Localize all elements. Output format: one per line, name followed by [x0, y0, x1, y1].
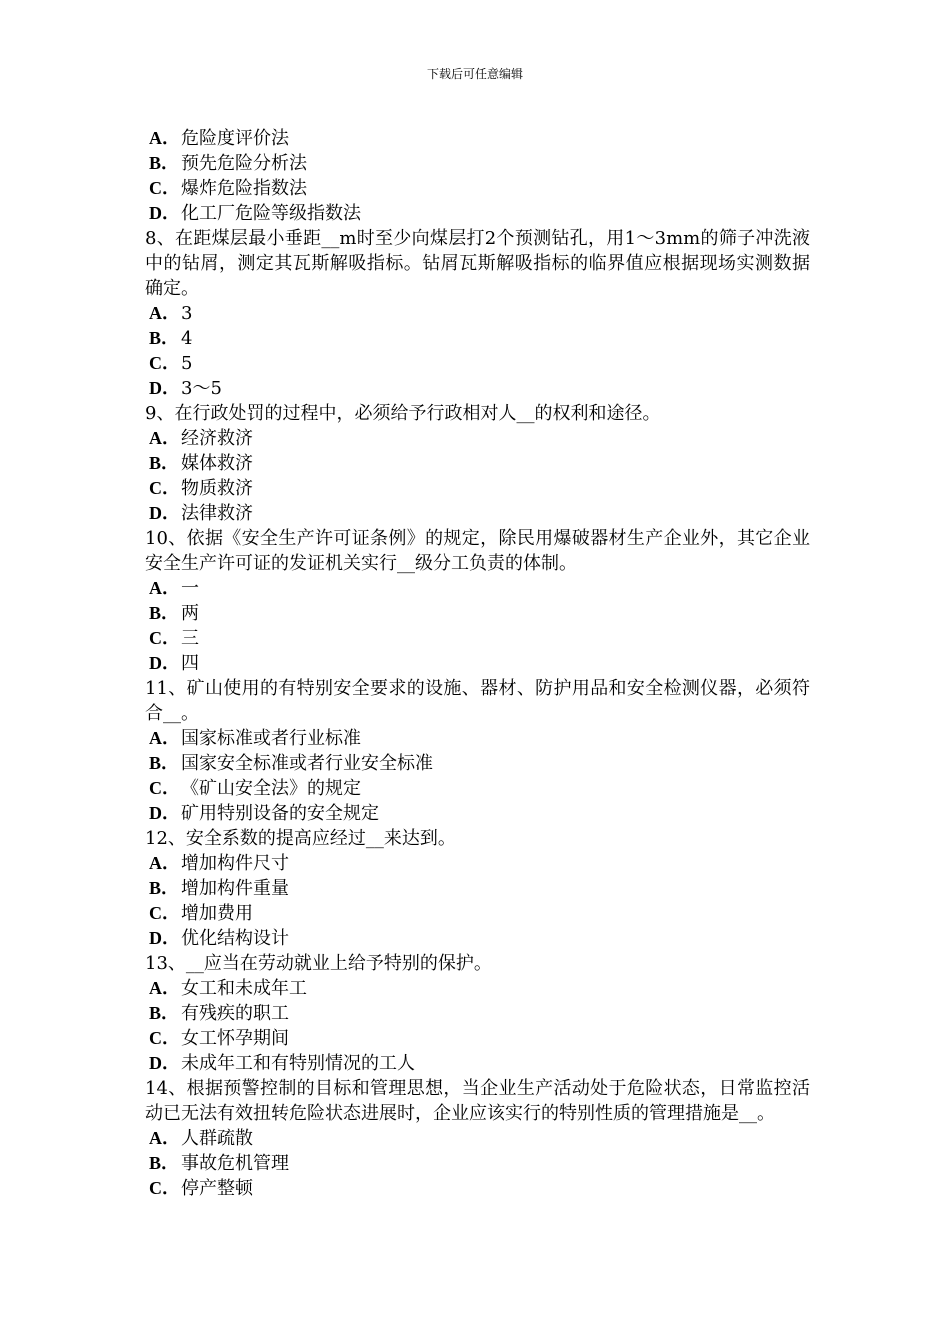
option-letter: A． [149, 128, 180, 148]
option-letter: A． [149, 303, 180, 323]
option-letter: C． [149, 778, 180, 798]
option-letter: C． [149, 628, 180, 648]
answer-option [145, 201, 810, 226]
option-text: 法律救济 [181, 503, 253, 524]
option-letter: A． [149, 853, 180, 873]
option-text: 经济救济 [181, 428, 253, 449]
answer-option [145, 426, 810, 451]
option-text: 女工怀孕期间 [181, 1028, 289, 1049]
header-text: 下载后可任意编辑 [426, 67, 523, 81]
answer-option [145, 351, 810, 376]
option-text: 女工和未成年工 [181, 978, 307, 999]
option-text: 化工厂危险等级指数法 [181, 203, 361, 224]
answer-option [145, 576, 810, 601]
option-letter: B． [149, 1003, 180, 1023]
answer-option [145, 476, 810, 501]
option-text: 两 [181, 603, 199, 624]
answer-option [145, 651, 810, 676]
option-text: 四 [181, 653, 199, 674]
option-text: 一 [181, 578, 199, 599]
option-text: 增加费用 [181, 903, 253, 924]
option-letter: A． [149, 428, 180, 448]
answer-option [145, 776, 810, 801]
question-text: 8、在距煤层最小垂距__m时至少向煤层打2个预测钻孔，用1～3mm的筛子冲洗液中的钻屑，测定其瓦斯解吸指标。钻屑瓦斯解吸指标的临界值应根据现场实测数据确定。 [145, 228, 810, 299]
answer-option [145, 626, 810, 651]
option-letter: C． [149, 1028, 180, 1048]
question-text: 11、矿山使用的有特别安全要求的设施、器材、防护用品和安全检测仪器，必须符合__。 [145, 678, 810, 724]
answer-option [145, 501, 810, 526]
option-letter: D． [149, 928, 180, 948]
option-text: 人群疏散 [181, 1128, 253, 1149]
answer-option [145, 451, 810, 476]
question-text: 13、__应当在劳动就业上给予特别的保护。 [145, 953, 492, 974]
option-text: 有残疾的职工 [181, 1003, 289, 1024]
option-letter: B． [149, 153, 180, 173]
option-text: 停产整顿 [181, 1178, 253, 1199]
option-text: 矿用特别设备的安全规定 [181, 803, 379, 824]
option-text: 爆炸危险指数法 [181, 178, 307, 199]
answer-option [145, 1026, 810, 1051]
option-letter: B． [149, 1153, 180, 1173]
option-letter: C． [149, 178, 180, 198]
answer-option [145, 1151, 810, 1176]
option-text: 5 [181, 353, 193, 374]
option-text: 未成年工和有特别情况的工人 [181, 1053, 415, 1074]
answer-option [145, 1176, 810, 1201]
option-text: 3～5 [181, 378, 222, 399]
answer-option [145, 126, 810, 151]
option-letter: A． [149, 1128, 180, 1148]
answer-option [145, 726, 810, 751]
option-letter: B． [149, 603, 180, 623]
answer-option [145, 1126, 810, 1151]
option-letter: A． [149, 978, 180, 998]
option-text: 预先危险分析法 [181, 153, 307, 174]
option-letter: A． [149, 728, 180, 748]
question-text: 9、在行政处罚的过程中，必须给予行政相对人__的权利和途径。 [145, 403, 661, 424]
answer-option [145, 1001, 810, 1026]
option-letter: C． [149, 1178, 180, 1198]
option-letter: B． [149, 453, 180, 473]
option-letter: B． [149, 328, 180, 348]
option-text: 增加构件尺寸 [181, 853, 289, 874]
answer-option [145, 876, 810, 901]
answer-option [145, 1051, 810, 1076]
answer-option [145, 601, 810, 626]
option-text: 国家标准或者行业标准 [181, 728, 361, 749]
answer-option [145, 751, 810, 776]
option-letter: C． [149, 478, 180, 498]
option-letter: D． [149, 803, 180, 823]
answer-option [145, 976, 810, 1001]
option-text: 增加构件重量 [181, 878, 289, 899]
option-text: 三 [181, 628, 199, 649]
document-body [145, 126, 810, 1201]
option-letter: D． [149, 1053, 180, 1073]
option-text: 优化结构设计 [181, 928, 289, 949]
option-letter: C． [149, 903, 180, 923]
option-text: 国家安全标准或者行业安全标准 [181, 753, 433, 774]
option-text: 危险度评价法 [181, 128, 289, 149]
question-text: 10、依据《安全生产许可证条例》的规定，除民用爆破器材生产企业外，其它企业安全生产许可证的发证机关实行__级分工负责的体制。 [145, 528, 810, 574]
answer-option [145, 901, 810, 926]
answer-option [145, 926, 810, 951]
answer-option [145, 851, 810, 876]
option-letter: C． [149, 353, 180, 373]
option-letter: A． [149, 578, 180, 598]
option-letter: B． [149, 753, 180, 773]
option-text: 4 [181, 328, 193, 349]
option-letter: D． [149, 203, 180, 223]
answer-option [145, 151, 810, 176]
answer-option [145, 376, 810, 401]
option-text: 3 [181, 303, 193, 324]
answer-option [145, 176, 810, 201]
question-text: 12、安全系数的提高应经过__来达到。 [145, 828, 456, 849]
option-letter: B． [149, 878, 180, 898]
option-letter: D． [149, 503, 180, 523]
answer-option [145, 301, 810, 326]
answer-option [145, 801, 810, 826]
option-text: 媒体救济 [181, 453, 253, 474]
option-text: 事故危机管理 [181, 1153, 289, 1174]
option-letter: D． [149, 378, 180, 398]
option-text: 物质救济 [181, 478, 253, 499]
question-text: 14、根据预警控制的目标和管理思想，当企业生产活动处于危险状态，日常监控活动已无法有效扭转危险状态进展时，企业应该实行的特别性质的管理措施是__。 [145, 1078, 810, 1124]
answer-option [145, 326, 810, 351]
page-header [0, 66, 950, 82]
option-text: 《矿山安全法》的规定 [181, 778, 361, 799]
option-letter: D． [149, 653, 180, 673]
